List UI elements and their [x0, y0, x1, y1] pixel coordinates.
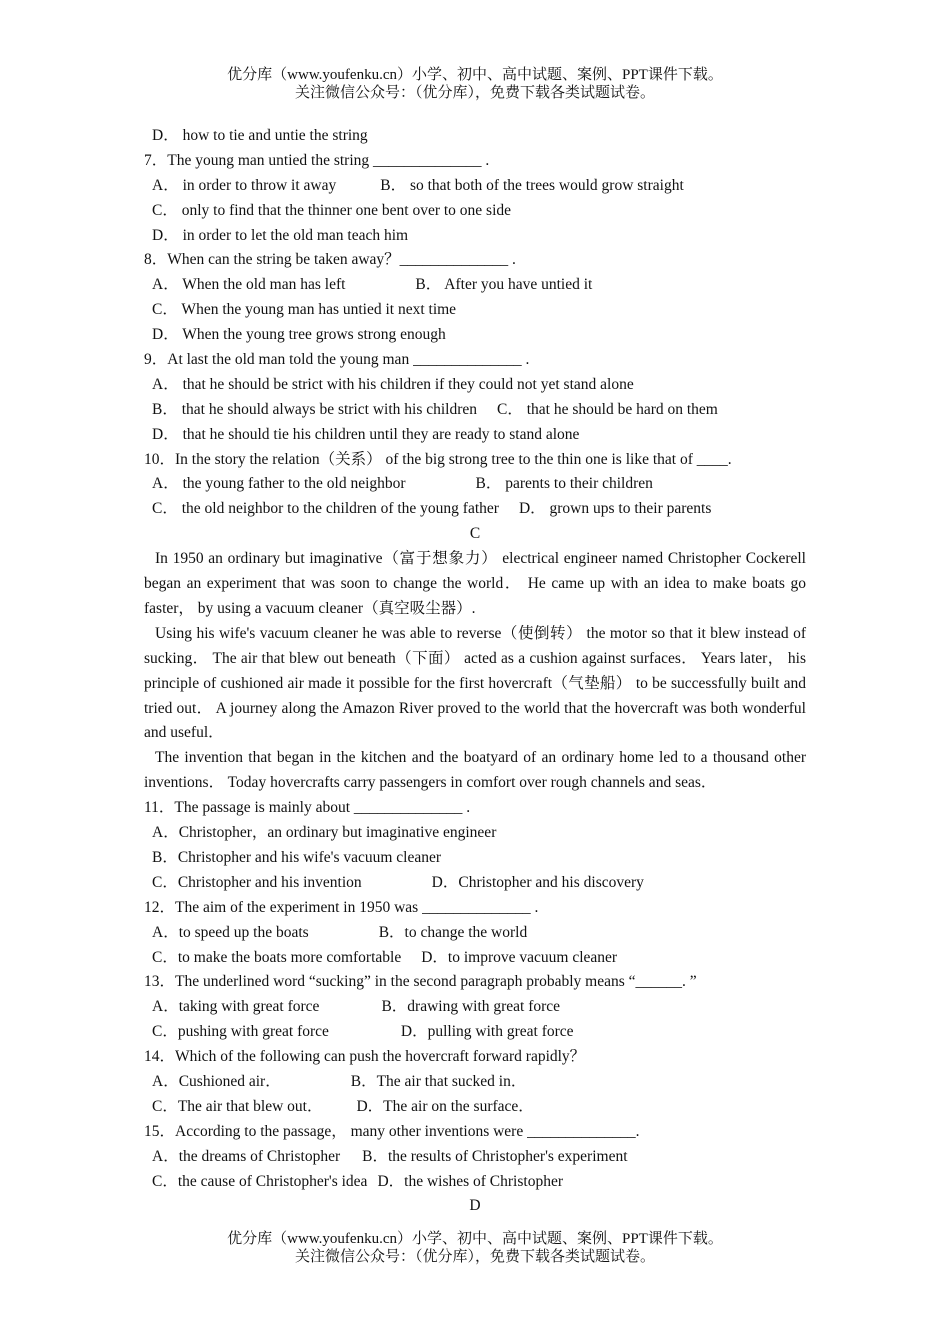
q10-stem: 10．In the story the relation（关系） of the big strong tree to the thin one is like that of ____. — [144, 450, 732, 468]
q15-option-d: D．the wishes of Christopher — [377, 1172, 563, 1190]
q8-option-a: A． When the old man has left — [152, 276, 346, 294]
q10-option-d: D． grown ups to their parents — [518, 500, 712, 518]
q13-option-c: C．pushing with great force — [152, 1023, 329, 1041]
q6-option-d: D． how to tie and untie the string — [152, 127, 368, 144]
passage-c-paragraph-2: Using his wife's vacuum cleaner he was able to reverse（使倒转） the motor so that it blew instead of sucking． The air that blew out beneath（下面） acted as a cushion against surfaces． Years later， his principle of cushioned air made it possible for the first hovercraft（气垫船） to be successfully built and tried out． A journey along the Amazon River proved to the world that the hovercraft was both wonderful and useful． — [144, 624, 806, 742]
q7-options-ab — [144, 174, 806, 199]
q11-option-d: D．Christopher and his discovery — [431, 873, 644, 891]
q15-option-a: A．the dreams of Christopher — [152, 1147, 341, 1165]
header-line-1: 优分库（www.youfenku.cn）小学、初中、高中试题、案例、PPT课件下载。 — [227, 67, 723, 83]
q13-option-b: B．drawing with great force — [381, 998, 561, 1016]
q8-options-ab — [144, 273, 806, 298]
q12-options-cd — [144, 946, 806, 971]
q11-option-b: B．Christopher and his wife's vacuum cleaner — [152, 848, 442, 866]
q7-stem: 7．The young man untied the string ______________ . — [144, 151, 490, 169]
q8-stem: 8．When can the string be taken away？______________ . — [144, 251, 516, 269]
q12-option-d: D．to improve vacuum cleaner — [421, 948, 618, 966]
q10-options-cd — [144, 497, 806, 522]
footer-line-2: 关注微信公众号：（优分库），免费下载各类试题试卷。 — [294, 1249, 655, 1265]
q7-option-a: A． in order to throw it away — [152, 176, 337, 194]
q8-option-b: B． After you have untied it — [415, 276, 593, 294]
header-line-2: 关注微信公众号：（优分库），免费下载各类试题试卷。 — [294, 85, 655, 101]
q12-options-ab — [144, 921, 806, 946]
q7-option-b: B． so that both of the trees would grow straight — [380, 176, 684, 194]
q15-option-c: C．the cause of Christopher's idea — [152, 1172, 368, 1190]
q7-option-d: D． in order to let the old man teach him — [152, 226, 409, 244]
q14-option-c: C．The air that blew out． — [152, 1097, 323, 1115]
q12-option-b: B．to change the world — [378, 923, 528, 941]
q15-option-b: B．the results of Christopher's experiment — [362, 1147, 628, 1165]
q11-option-a: A．Christopher，an ordinary but imaginative engineer — [152, 824, 497, 842]
q7-option-c: C． only to find that the thinner one bent over to one side — [152, 201, 512, 219]
q15-stem: 15．According to the passage， many other inventions were ______________. — [144, 1122, 640, 1140]
q11-option-c: C．Christopher and his invention — [152, 873, 362, 891]
q12-option-a: A．to speed up the boats — [152, 923, 309, 941]
q13-option-a: A．taking with great force — [152, 998, 320, 1016]
q13-options-ab — [144, 995, 806, 1020]
q14-stem: 14．Which of the following can push the hovercraft forward rapidly？ — [144, 1048, 586, 1066]
q9-stem: 9．At last the old man told the young man ______________ . — [144, 351, 530, 369]
q14-option-d: D．The air on the surface． — [356, 1097, 534, 1115]
q8-option-d: D． When the young tree grows strong enough — [152, 326, 446, 344]
q10-option-b: B． parents to their children — [475, 475, 653, 493]
q12-option-c: C．to make the boats more comfortable — [152, 948, 402, 966]
passage-c-paragraph-1: In 1950 an ordinary but imaginative（富于想象力） electrical engineer named Christopher Cockerell began an experiment that was soon to change the world． He came up with an idea to make boats go faster， by using a vacuum cleaner（真空吸尘器）. — [144, 550, 806, 617]
q14-option-b: B．The air that sucked in． — [350, 1073, 527, 1090]
page-header — [0, 66, 950, 102]
page-footer — [0, 1230, 950, 1266]
q15-options-ab — [144, 1145, 806, 1170]
q8-option-c: C． When the young man has untied it next time — [152, 301, 457, 319]
q9-option-c: C． that he should be hard on them — [497, 400, 718, 418]
q11-stem: 11．The passage is mainly about ______________ . — [144, 799, 471, 817]
q13-stem: 13．The underlined word “sucking” in the second paragraph probably means “______. ” — [144, 973, 697, 991]
q11-options-cd — [144, 871, 806, 896]
q9-option-d: D． that he should tie his children until they are ready to stand alone — [152, 425, 580, 443]
q14-options-cd — [144, 1095, 806, 1120]
q14-option-a: A．Cushioned air． — [152, 1073, 281, 1090]
footer-line-1: 优分库（www.youfenku.cn）小学、初中、高中试题、案例、PPT课件下载。 — [227, 1231, 723, 1247]
passage-c-paragraph-3: The invention that began in the kitchen and the boatyard of an ordinary home led to a thousand other inventions． Today hovercrafts carry passengers in comfort over rough channels and seas． — [144, 749, 806, 792]
q10-option-c: C． the old neighbor to the children of the young father — [152, 500, 499, 518]
q12-stem: 12．The aim of the experiment in 1950 was ______________ . — [144, 898, 539, 916]
q14-options-ab — [144, 1070, 806, 1095]
q10-option-a: A． the young father to the old neighbor — [152, 475, 406, 493]
section-c-heading: C — [469, 525, 481, 543]
q9-option-b: B． that he should always be strict with his children — [152, 400, 478, 418]
q9-option-a: A． that he should be strict with his children if they could not yet stand alone — [152, 375, 634, 393]
q10-options-ab — [144, 472, 806, 497]
q9-options-bc — [144, 398, 806, 423]
q15-options-cd — [144, 1170, 806, 1195]
document-body — [144, 124, 806, 1219]
q13-option-d: D．pulling with great force — [400, 1023, 574, 1041]
section-d-heading: D — [469, 1197, 481, 1215]
q13-options-cd — [144, 1020, 806, 1045]
